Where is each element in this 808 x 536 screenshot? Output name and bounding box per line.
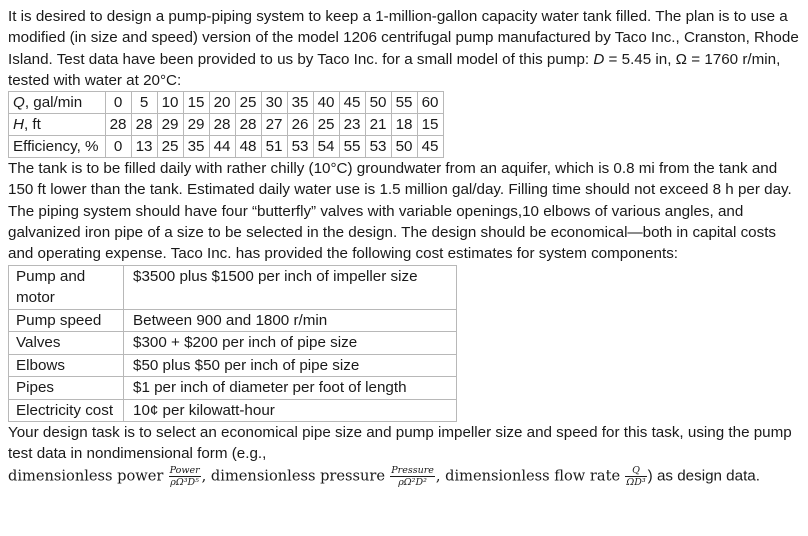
cost-component: Pump and motor [9, 265, 124, 309]
closing-text: Your design task is to select an economical pipe size and pump impeller size and speed for this task, using the pump test data in nondimensional form (e.g., [8, 424, 792, 463]
pump-table-cell: 10 [157, 92, 183, 114]
pump-table-cell: 25 [157, 136, 183, 158]
pump-table-cell: 48 [235, 136, 261, 158]
cost-table-row [9, 377, 457, 400]
pump-table-row [9, 136, 444, 158]
intro-text: It is desired to design a pump-piping system to keep a 1-million-gallon capacity water tank filled. The plan is to use a modified (in size and speed) version of the model 1206 centrifugal pump manufactured by Taco Inc., Cranston, Rhode Island. Test data have been provided to us by Taco Inc. for a small model of this pump: [8, 8, 799, 68]
intro-specs: = 5.45 in, Ω = 1760 r/min, tested with water at 20°C: [8, 50, 781, 89]
pump-table-cell: 27 [261, 114, 287, 136]
pump-table-cell: 25 [313, 114, 339, 136]
pump-table-row-label: H, ft [9, 114, 106, 136]
pump-table-cell: 54 [313, 136, 339, 158]
problem-document [8, 6, 800, 488]
dim-flow-numerator: Q [625, 465, 646, 477]
dim-flow-fraction [625, 465, 646, 488]
dim-power-denominator: ρΩ³D⁵ [170, 476, 199, 488]
pump-table-cell: 13 [131, 136, 157, 158]
dim-flow-label: , dimensionless flow rate [435, 467, 621, 485]
cost-estimate: $3500 plus $1500 per inch of impeller size [124, 265, 457, 309]
pump-table-cell: 0 [105, 92, 131, 114]
pump-table-cell: 18 [391, 114, 417, 136]
cost-table-row [9, 332, 457, 355]
pump-table-cell: 28 [209, 114, 235, 136]
pump-table-cell: 53 [287, 136, 313, 158]
pump-table-row [9, 114, 444, 136]
diameter-symbol: D [593, 50, 605, 68]
pump-table-cell: 15 [183, 92, 209, 114]
middle-paragraph: The tank is to be filled daily with rather chilly (10°C) groundwater from an aquifer, which is 0.8 mi from the tank and 150 ft lower than the tank. Estimated daily water use is 1.5 million gal/day. Filling time should not exceed 8 h per day. The piping system should have four “butterfly” valves with variable openings,10 elbows of various angles, and galvanized iron pipe of a size to be selected in the design. The design should be economical—both in capital costs and operating expense. Taco Inc. has provided the following cost estimates for system components: [8, 160, 792, 263]
pump-table-row-label: Q, gal/min [9, 92, 106, 114]
cost-table-row [9, 265, 457, 309]
cost-component: Elbows [9, 354, 124, 377]
pump-table-cell: 35 [183, 136, 209, 158]
pump-table-cell: 28 [105, 114, 131, 136]
pump-table-cell: 23 [339, 114, 365, 136]
closing-tail: ) as design data. [647, 467, 760, 485]
dim-pressure-denominator: ρΩ²D² [398, 476, 427, 488]
pump-table-cell: 30 [261, 92, 287, 114]
cost-estimate: $50 plus $50 per inch of pipe size [124, 354, 457, 377]
pump-table-cell: 29 [183, 114, 209, 136]
pump-table-cell: 53 [365, 136, 391, 158]
cost-component: Electricity cost [9, 399, 124, 422]
cost-estimate: $300 + $200 per inch of pipe size [124, 332, 457, 355]
cost-estimate: 10¢ per kilowatt-hour [124, 399, 457, 422]
cost-table-row [9, 309, 457, 332]
pump-table-cell: 55 [391, 92, 417, 114]
pump-table-cell: 44 [209, 136, 235, 158]
pump-table-cell: 0 [105, 136, 131, 158]
pump-table-cell: 15 [417, 114, 443, 136]
cost-table-row [9, 354, 457, 377]
pump-table-cell: 51 [261, 136, 287, 158]
pump-table-cell: 45 [417, 136, 443, 158]
pump-table-cell: 40 [313, 92, 339, 114]
intro-paragraph [8, 6, 800, 91]
cost-component: Valves [9, 332, 124, 355]
dim-power-label: dimensionless power [8, 467, 164, 485]
pump-table-cell: 20 [209, 92, 235, 114]
pump-table-cell: 25 [235, 92, 261, 114]
pump-table-cell: 50 [391, 136, 417, 158]
pump-table-cell: 21 [365, 114, 391, 136]
pump-table-cell: 26 [287, 114, 313, 136]
pump-table-cell: 45 [339, 92, 365, 114]
dim-flow-denominator: ΩD³ [626, 476, 646, 488]
pump-table-cell: 60 [417, 92, 443, 114]
symbol: Q [13, 93, 25, 111]
cost-estimate: $1 per inch of diameter per foot of length [124, 377, 457, 400]
pump-table-cell: 5 [131, 92, 157, 114]
dim-pressure-numerator: Pressure [391, 464, 434, 476]
cost-component: Pipes [9, 377, 124, 400]
cost-estimate: Between 900 and 1800 r/min [124, 309, 457, 332]
dim-pressure-fraction [390, 465, 435, 488]
pump-table-cell: 50 [365, 92, 391, 114]
closing-paragraph [8, 422, 800, 488]
pump-table-cell: 55 [339, 136, 365, 158]
cost-table-row [9, 399, 457, 422]
pump-table-row [9, 92, 444, 114]
pump-table-cell: 35 [287, 92, 313, 114]
pump-table-cell: 28 [235, 114, 261, 136]
pump-test-table [8, 91, 444, 158]
cost-estimate-table [8, 265, 457, 423]
pump-table-row-label: Efficiency, % [9, 136, 106, 158]
pump-table-cell: 28 [131, 114, 157, 136]
dim-power-numerator: Power [169, 464, 200, 476]
pump-table-cell: 29 [157, 114, 183, 136]
symbol: H [13, 115, 24, 133]
cost-component: Pump speed [9, 309, 124, 332]
dim-power-fraction [169, 465, 201, 488]
dim-pressure-label: , dimensionless pressure [201, 467, 386, 485]
